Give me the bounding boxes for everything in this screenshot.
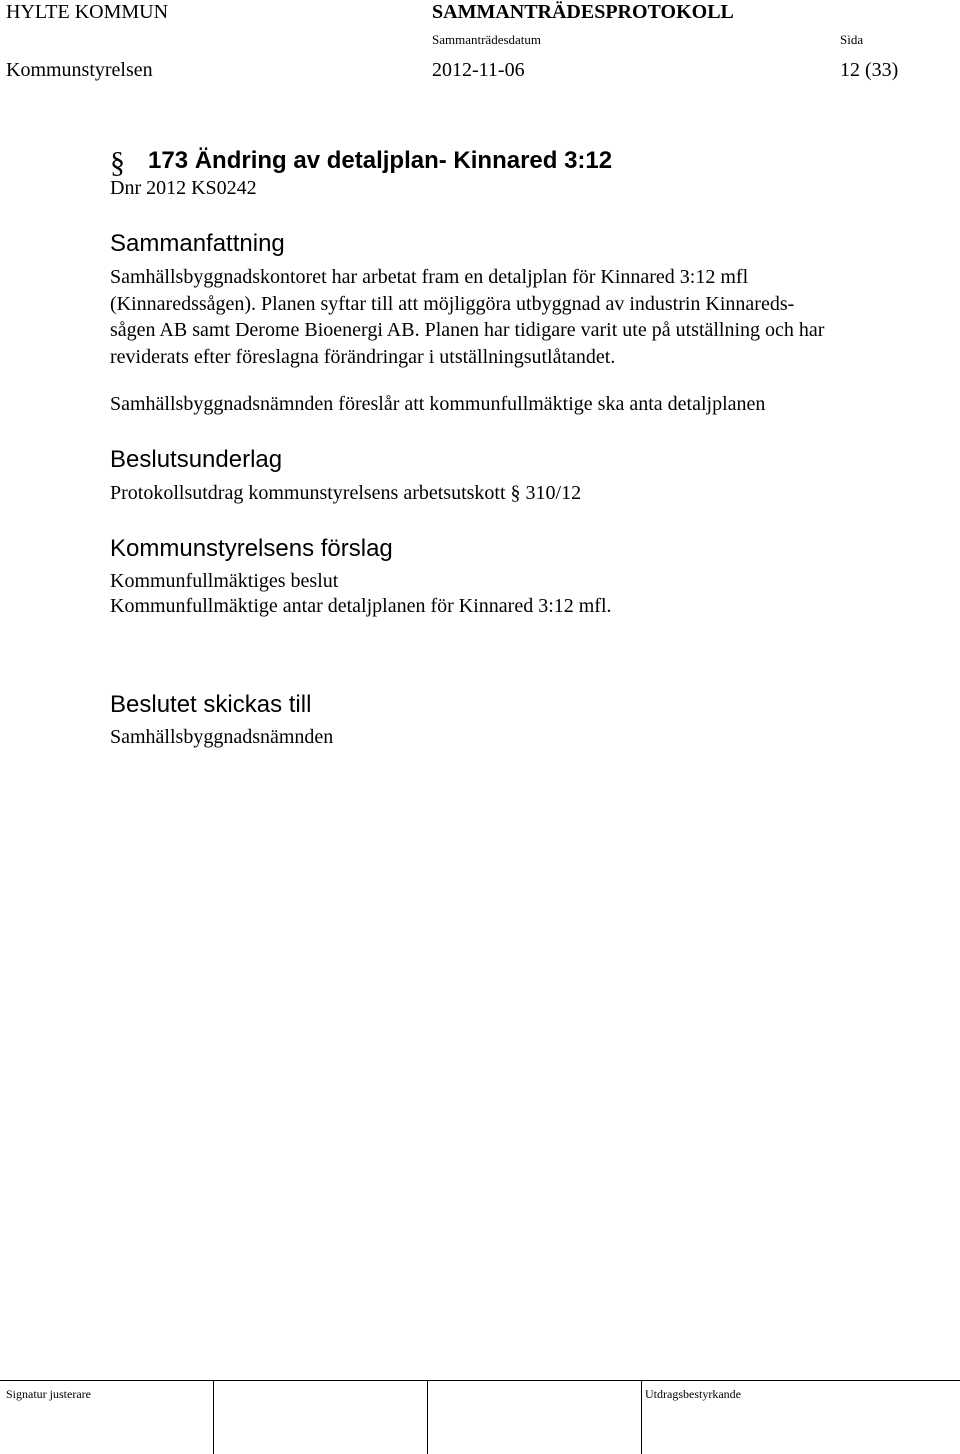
basis-heading: Beslutsunderlag <box>110 446 283 473</box>
footer-column-divider <box>213 1380 214 1454</box>
signature-label: Signatur justerare <box>6 1387 91 1401</box>
page-number: 12 (33) <box>840 59 899 81</box>
signature-footer <box>0 1380 960 1454</box>
reference-number: Dnr 2012 KS0242 <box>110 177 257 199</box>
footer-divider <box>0 1380 960 1381</box>
item-title: 173 Ändring av detaljplan- Kinnared 3:12 <box>148 147 613 174</box>
summary-line: (Kinnaredssågen). Planen syftar till att möjliggöra utbyggnad av industrin Kinnareds- <box>110 292 795 315</box>
basis-text: Protokollsutdrag kommunstyrelsens arbetsutskott § 310/12 <box>110 482 582 504</box>
paragraph-sign: § <box>110 146 125 179</box>
proposal-text: Samhällsbyggnadsnämnden föreslår att kommunfullmäktige ska anta detaljplanen <box>110 393 766 415</box>
decision-label: Kommunfullmäktiges beslut <box>110 570 339 592</box>
page-label: Sida <box>840 32 864 47</box>
decision-text: Kommunfullmäktige antar detaljplanen för Kinnared 3:12 mfl. <box>110 595 612 617</box>
footer-column-divider <box>427 1380 428 1454</box>
extract-label: Utdragsbestyrkande <box>645 1387 741 1401</box>
summary-line: Samhällsbyggnadskontoret har arbetat fram en detaljplan för Kinnared 3:12 mfl <box>110 266 749 288</box>
summary-text <box>110 264 920 370</box>
distribution-recipient: Samhällsbyggnadsnämnden <box>110 726 334 748</box>
summary-heading: Sammanfattning <box>110 230 285 257</box>
committee-name: Kommunstyrelsen <box>6 59 153 81</box>
summary-line: reviderats efter föreslagna förändringar i utställningsutlåtandet. <box>110 345 616 368</box>
footer-column-divider <box>641 1380 642 1454</box>
distribution-heading: Beslutet skickas till <box>110 691 312 718</box>
summary-line: sågen AB samt Derome Bioenergi AB. Planen har tidigare varit ute på utställning och har <box>110 319 825 341</box>
board-proposal-heading: Kommunstyrelsens förslag <box>110 535 393 562</box>
date-label: Sammanträdesdatum <box>432 32 542 47</box>
document-title: SAMMANTRÄDESPROTOKOLL <box>432 1 734 23</box>
organization-name: HYLTE KOMMUN <box>6 1 169 23</box>
meeting-date: 2012-11-06 <box>432 59 525 81</box>
